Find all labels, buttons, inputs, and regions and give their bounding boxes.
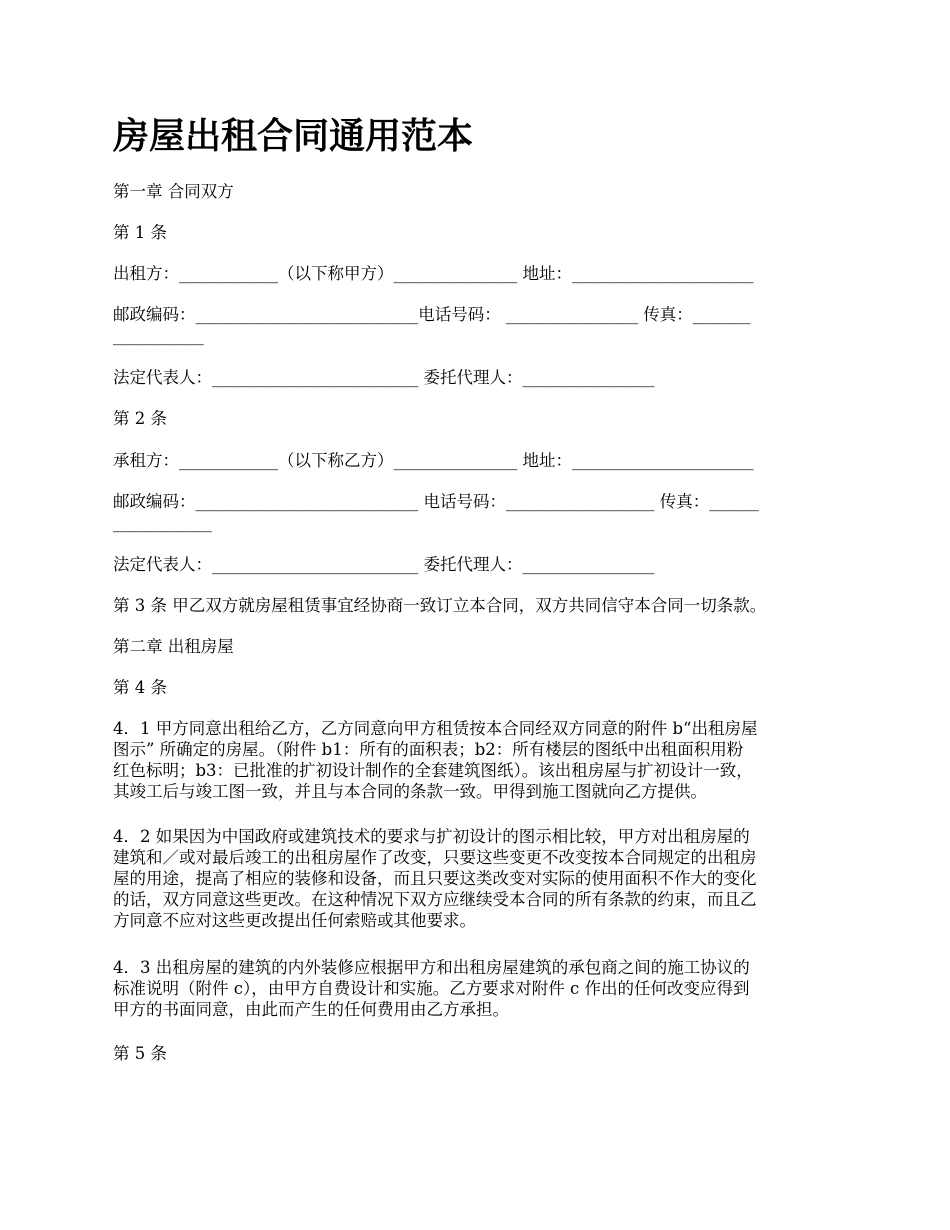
- paragraph: [113, 408, 841, 429]
- paragraph-line: 4．2 如果因为中国政府或建筑技术的要求与扩初设计的图示相比较，甲方对出租房屋的: [113, 827, 750, 846]
- paragraph: [113, 636, 841, 657]
- paragraph-line: 方同意不应对这些更改提出任何索赔或其他要求。: [113, 911, 476, 930]
- paragraph: [113, 957, 841, 1020]
- paragraph-line: 甲方的书面同意，由此而产生的任何费用由乙方承担。: [113, 1000, 509, 1019]
- paragraph-line: 第 1 条: [113, 223, 167, 242]
- paragraph-line: 邮政编码：___________________________电话号码： ________________ 传真：_______: [113, 305, 751, 324]
- paragraph: [113, 491, 841, 533]
- paragraph: [113, 222, 841, 243]
- paragraph-line: 邮政编码：___________________________ 电话号码：__________________ 传真：______: [113, 492, 759, 511]
- paragraph-line: 出租方：____________（以下称甲方）_______________ 地址：______________________: [113, 264, 754, 283]
- paragraph-line: 第一章 合同双方: [113, 182, 234, 201]
- paragraph-line: 建筑和／或对最后竣工的出租房屋作了改变，只要这些变更不改变按本合同规定的出租房: [113, 848, 757, 867]
- paragraph: [113, 595, 841, 616]
- paragraph: [113, 1043, 841, 1064]
- paragraph-line: 标准说明（附件 c），由甲方自费设计和实施。乙方要求对附件 c 作出的任何改变应得到: [113, 979, 750, 998]
- paragraph-line: 其竣工后与竣工图一致，并且与本合同的条款一致。甲得到施工图就向乙方提供。: [113, 782, 707, 801]
- document-title: 房屋出租合同通用范本: [113, 115, 474, 157]
- paragraph: [113, 367, 841, 388]
- paragraph: [113, 450, 841, 471]
- paragraph: [113, 181, 841, 202]
- paragraph-line: ____________: [113, 513, 212, 532]
- paragraph-line: ___________: [113, 326, 204, 345]
- paragraph-line: 法定代表人：_________________________ 委托代理人：________________: [113, 555, 655, 574]
- paragraph: [113, 718, 841, 802]
- paragraph: [113, 826, 841, 931]
- paragraph-line: 第 5 条: [113, 1044, 167, 1063]
- paragraph-line: 屋的用途，提高了相应的装修和设备，而且只要这类改变对实际的使用面积不作大的变化: [113, 869, 757, 888]
- paragraph: [113, 554, 841, 575]
- paragraph-line: 的话，双方同意这些更改。在这种情况下双方应继续受本合同的所有条款的约束，而且乙: [113, 890, 757, 909]
- paragraph: [113, 677, 841, 698]
- paragraph-line: 第 3 条 甲乙双方就房屋租赁事宜经协商一致订立本合同，双方共同信守本合同一切条款。: [113, 596, 767, 615]
- paragraph-line: 第 4 条: [113, 678, 167, 697]
- paragraph: [113, 304, 841, 346]
- paragraph: [113, 263, 841, 284]
- paragraph-line: 法定代表人：_________________________ 委托代理人：________________: [113, 368, 655, 387]
- paragraph-line: 第 2 条: [113, 409, 167, 428]
- paragraph-line: 图示” 所确定的房屋。（附件 b1：所有的面积表；b2：所有楼层的图纸中出租面积用粉: [113, 740, 744, 759]
- paragraph-line: 红色标明；b3：已批准的扩初设计制作的全套建筑图纸）。该出租房屋与扩初设计一致，: [113, 761, 753, 780]
- paragraph-line: 4．3 出租房屋的建筑的内外装修应根据甲方和出租房屋建筑的承包商之间的施工协议的: [113, 958, 750, 977]
- paragraph-line: 第二章 出租房屋: [113, 637, 234, 656]
- paragraph-line: 4．1 甲方同意出租给乙方，乙方同意向甲方租赁按本合同经双方同意的附件 b“出租房屋: [113, 719, 758, 738]
- paragraph-line: 承租方：____________（以下称乙方）_______________ 地址：______________________: [113, 451, 754, 470]
